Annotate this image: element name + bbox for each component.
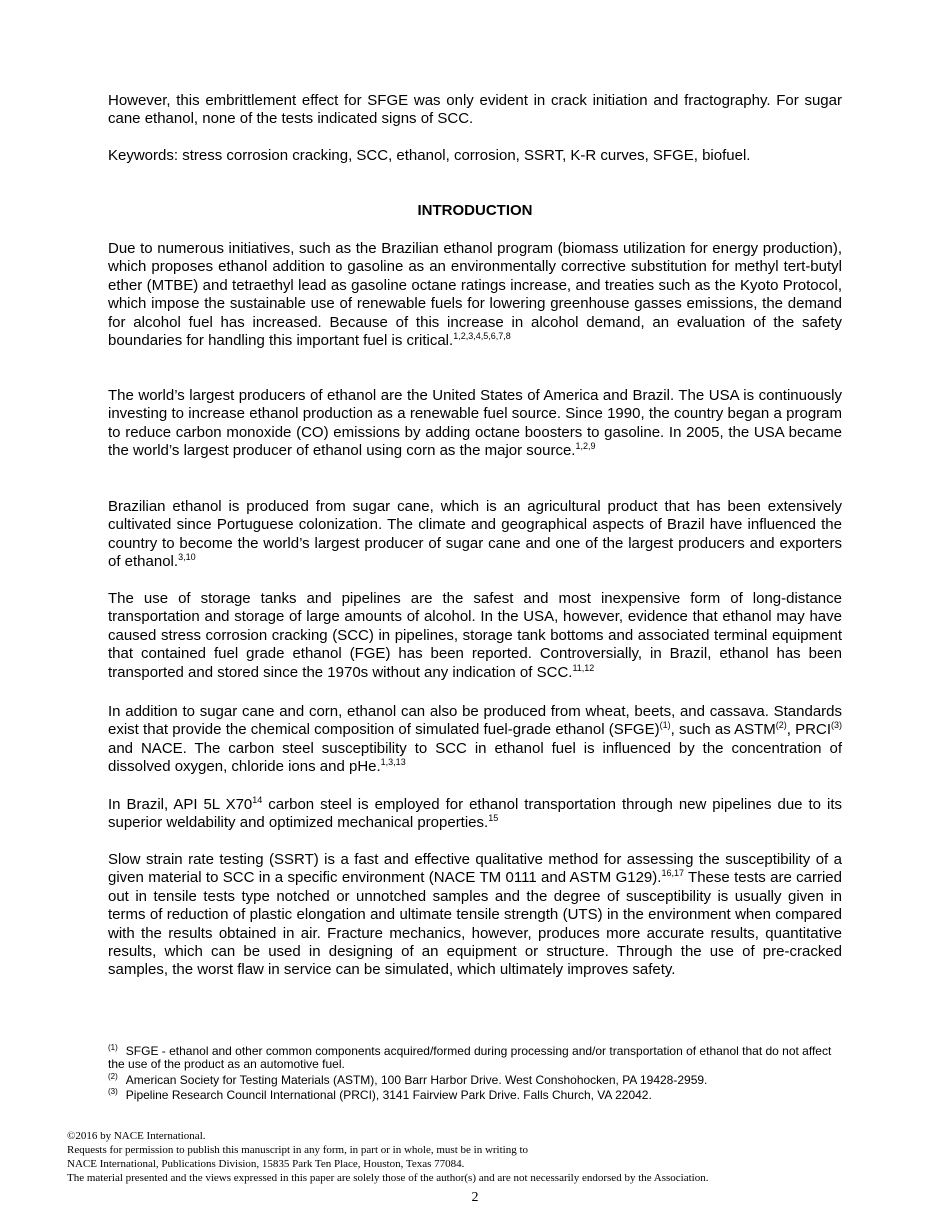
intro-paragraph-6: In Brazil, API 5L $X70^{14}$ carbon steel is employed for ethanol transportation through new pipelines due to its superior weldability and optimized mechanical properties.$^{15}$ bbox=[108, 795, 842, 832]
footnote-3: $^{(3)}$ Pipeline Research Council International (PRCI), 3141 Fairview Park Drive. Falls Church, VA 22042. bbox=[108, 1087, 652, 1102]
footnote-mark: (3) bbox=[831, 720, 842, 731]
introduction-heading: INTRODUCTION bbox=[417, 202, 533, 219]
intro-paragraph-5: In addition to sugar cane and corn, ethanol can also be produced from wheat, beets, and cassava. Standards exist that provide the chemical composition of simulated fuel-grade ethanol (SFGE)$^{(1)}$, such as ASTM$^{(2)}$, PRCI$^{(3)}$ and NACE. The carbon steel susceptibility to SCC in ethanol fuel is influenced by the concentration of dissolved oxygen, chloride ions and pHe.$^{1,3,13}$ bbox=[108, 703, 842, 776]
copyright-line: ©2016 by NACE International. bbox=[67, 1130, 206, 1142]
page-number: 2 bbox=[471, 1190, 479, 1205]
intro-paragraph-7: Slow strain rate testing (SSRT) is a fast and effective qualitative method for assessing the susceptibility of a given material to SCC in a specific environment (NACE TM 0111 and ASTM G129).$^{16,17}$ These tests are carried out in tensile tests type notched or unnotched samples and the degree of susceptibility is usually given in terms of reduction of plastic elongation and ultimate tensile strength (UTS) in the environment when compared with the results obtained in air. Fracture mechanics, however, produces more accurate results, quantitative results, which can be used in designing of an equipment or structure. Through the use of pre-cracked samples, the worst flaw in service can be simulated, which ultimately improves safety. bbox=[108, 851, 842, 979]
footnote-1: $^{(1)}$ SFGE - ethanol and other common components acquired/formed during processing and/or transportation of ethanol that do not affect the use of the product as an automotive fuel. bbox=[108, 1043, 832, 1071]
copyright-line: NACE International, Publications Division, 15835 Park Ten Place, Houston, Texas 77084. bbox=[67, 1158, 465, 1170]
footnote-mark: (1) bbox=[659, 720, 671, 731]
intro-paragraph-1: Due to numerous initiatives, such as the Brazilian ethanol program (biomass utilization for energy production), which proposes ethanol addition to gasoline as an environmentally corrective substitution for methyl tert-butyl ether (MTBE) and tetraethyl lead as gasoline octane ratings increase, and treaties such as the Kyoto Protocol, which impose the sustainable use of renewable fuels for lowering greenhouse gasses emissions, the demand for alcohol fuel has increased. Because of this increase in alcohol demand, an evaluation of the safety boundaries for handling this important fuel is critical.$^{1,2,3,4,5,6,7,8}$ bbox=[108, 240, 842, 350]
citation: 1,3,13 bbox=[380, 757, 406, 768]
footnote-mark: (2) bbox=[775, 720, 787, 731]
footnote-2: $^{(2)}$ American Society for Testing Materials (ASTM), 100 Barr Harbor Drive. West Conshohocken, PA 19428-2959. bbox=[108, 1072, 708, 1087]
citation: 16,17 bbox=[661, 868, 684, 879]
citation: 15 bbox=[488, 813, 499, 824]
copyright-line: Requests for permission to publish this manuscript in any form, in part or in whole, must be in writing to bbox=[67, 1144, 529, 1156]
intro-paragraph-2: The world’s largest producers of ethanol are the United States of America and Brazil. The USA is continuously investing to increase ethanol production as a renewable fuel source. Since 1990, the country began a program to reduce carbon monoxide (CO) emissions by adding octane boosters to gasoline. In 2005, the USA became the world’s largest producer of ethanol using corn as the major source.$^{1,2,9}$ bbox=[108, 387, 842, 460]
copyright-notice bbox=[67, 1129, 867, 1185]
copyright-line: The material presented and the views expressed in this paper are solely those of the author(s) and are not necessarily endorsed by the Association. bbox=[67, 1172, 709, 1184]
citation: 11,12 bbox=[572, 662, 595, 673]
citation: 3,10 bbox=[178, 552, 196, 563]
citation: 1,2,9 bbox=[575, 441, 596, 452]
abstract-tail: However, this embrittlement effect for SFGE was only evident in crack initiation and fractography. For sugar cane ethanol, none of the tests indicated signs of SCC. bbox=[108, 92, 842, 128]
citation: 14 bbox=[252, 795, 263, 805]
intro-paragraph-4: The use of storage tanks and pipelines are the safest and most inexpensive form of long-distance transportation and storage of large amounts of alcohol. In the USA, however, evidence that ethanol may have caused stress corrosion cracking (SCC) in pipelines, storage tank bottoms and associated terminal equipment that contained fuel grade ethanol (FGE) has been reported. Controversially, in Brazil, ethanol has been transported and stored since the 1970s without any indication of SCC.$^{11,12}$ bbox=[108, 590, 842, 681]
intro-paragraph-3: Brazilian ethanol is produced from sugar cane, which is an agricultural product that has been extensively cultivated since Portuguese colonization. The climate and geographical aspects of Brazil have influenced the country to become the world’s largest producer of sugar cane and one of the largest producers and exporters of ethanol.$^{3,10}$ bbox=[108, 498, 842, 571]
citation: 1,2,3,4,5,6,7,8 bbox=[453, 331, 511, 342]
keywords: Keywords: stress corrosion cracking, SCC, ethanol, corrosion, SSRT, K-R curves, SFGE, biofuel. bbox=[108, 147, 751, 164]
